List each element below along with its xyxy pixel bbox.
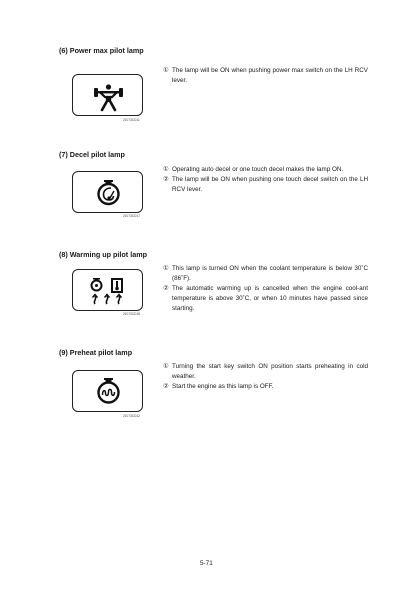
power-max-lamp-box (72, 74, 143, 116)
page-number: 5-71 (200, 560, 213, 567)
item-text: Operating auto decel or one touch decel makes the lamp ON. (172, 166, 344, 173)
item-text: The automatic warming up is cancelled when the engine cool-ant temperature is above 30˚C, or when 10 minutes have passed since starting. (172, 285, 368, 312)
warming-up-lamp-box (72, 269, 143, 311)
list-item (163, 362, 368, 382)
item-number: ① (163, 166, 169, 173)
item-number: ① (163, 67, 169, 74)
figure-code: 21073CD18 (123, 312, 141, 316)
item-text: Start the engine as this lamp is OFF. (172, 383, 274, 390)
item-number: ① (163, 363, 169, 370)
section-description-warming-up (163, 264, 368, 314)
figure-code: 21073CD12 (123, 414, 141, 418)
figure-code: 21073CD11 (123, 118, 140, 122)
item-number: ② (163, 176, 169, 183)
list-item (163, 284, 368, 314)
preheat-icon (73, 371, 144, 413)
list-item (163, 175, 368, 195)
preheat-lamp-box (72, 370, 143, 412)
item-number: ② (163, 383, 169, 390)
section-heading-decel: (7) Decel pilot lamp (59, 150, 125, 159)
item-text: The lamp will be ON when pushing power max switch on the LH RCV lever. (172, 67, 368, 84)
item-text: This lamp is turned ON when the coolant temperature is below 30˚C (86˚F). (172, 265, 368, 282)
section-description-power-max (163, 66, 368, 86)
warming-up-icon (73, 270, 144, 312)
section-description-preheat (163, 362, 368, 392)
item-number: ① (163, 265, 169, 272)
section-heading-warming-up: (8) Warming up pilot lamp (59, 250, 147, 259)
item-text: Turning the start key switch ON position starts preheating in cold weather. (172, 363, 368, 380)
section-heading-power-max: (6) Power max pilot lamp (59, 46, 144, 55)
figure-code: 21073CD17 (123, 214, 141, 218)
section-description-decel (163, 165, 368, 195)
item-number: ② (163, 285, 169, 292)
power-max-icon (73, 75, 144, 117)
item-text: The lamp will be ON when pushing one touch decel switch on the LH RCV lever. (172, 176, 368, 193)
decel-icon (73, 172, 144, 214)
list-item (163, 382, 368, 392)
list-item (163, 66, 368, 86)
list-item (163, 165, 368, 175)
list-item (163, 264, 368, 284)
section-heading-preheat: (9) Preheat pilot lamp (59, 348, 133, 357)
decel-lamp-box (72, 171, 143, 213)
